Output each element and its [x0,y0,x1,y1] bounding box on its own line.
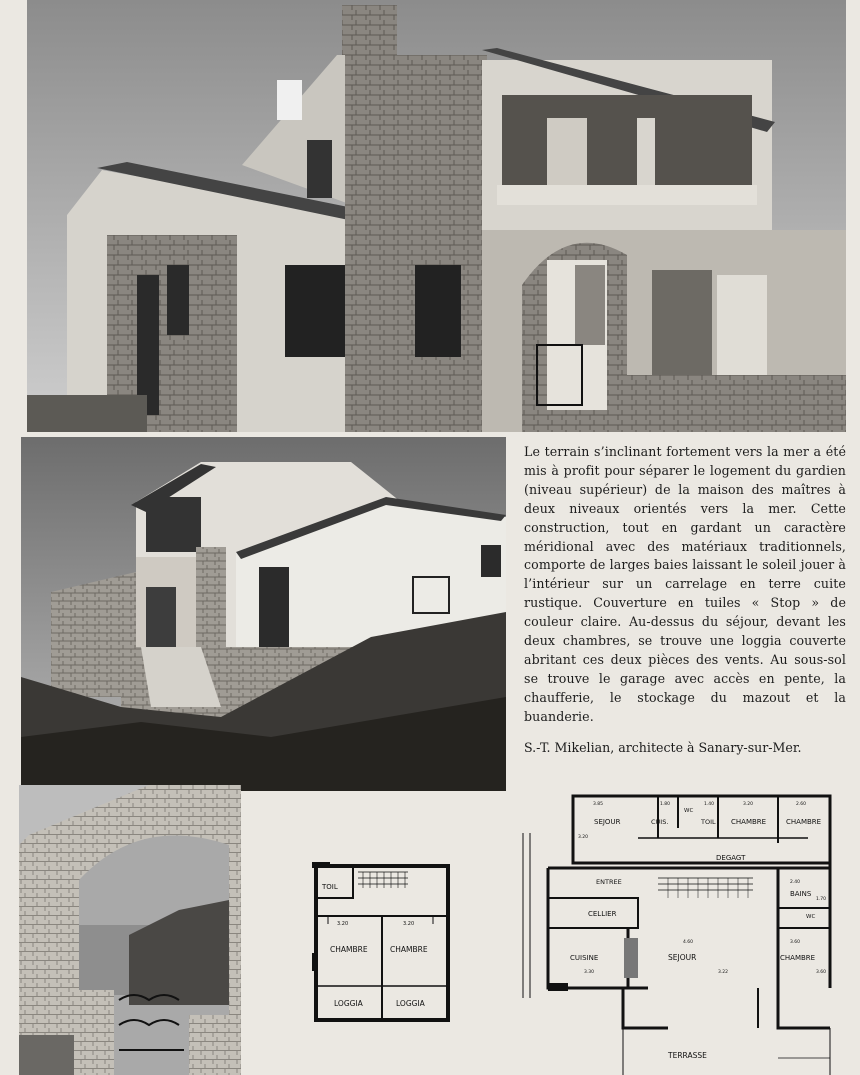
plan-main-cuis-label: CUIS. [651,818,669,826]
article-caption [524,443,846,727]
plan-main-toil-label: TOIL [701,818,716,826]
plan-main-dim-11: 3.30 [584,970,595,975]
plan-main-dim-4: 3.20 [743,802,754,807]
main-floor-plan [518,788,838,1075]
villa-hillside-photo [21,437,506,791]
plan-main-chambre-a-label: CHAMBRE [731,818,767,826]
upper-floor-plan [308,858,453,1028]
plan-main-dim-9: 4.60 [683,940,694,945]
plan-main-dim-12: 3.22 [718,970,729,975]
plan-main-cellier-label: CELLIER [588,910,617,918]
plan-main-sejour-top-label: SEJOUR [594,818,621,826]
architect-credit: S.-T. Mikelian, architecte à Sanary-sur-Mer. [524,740,802,755]
caption-paragraph: Le terrain s’inclinant fortement vers la mer a été mis à profit pour séparer le logement du gardien (niveau supérieur) de la maison des maîtres à deux niveaux orientés vers la mer. Cette construction, tout en gardant un caractère méridional avec des matériaux traditionnels, comporte de larges baies laissant le soleil jouer à l’intérieur sur un carrelage en terre cuite rustique. Couverture en tuiles « Stop » de couleur claire. Au-dessus du séjour, devant les deux chambres, se trouve une loggia couverte abritant ces deux pièces des vents. Au sous-sol se trouve le garage avec accès en pente, la chaufferie, le stockage du mazout et la buanderie. [524,444,846,724]
plan-main-cuisine-label: CUISINE [570,954,599,962]
plan-main-dim-13: 3.60 [816,970,827,975]
plan-main-dim-2: 1.80 [660,802,671,807]
plan-main-chambre-b-label: CHAMBRE [786,818,822,826]
plan-main-wc-top-label: WC [684,808,694,814]
plan-upper-loggia-2-label: LOGGIA [396,999,425,1008]
plan-main-dim-5: 2.60 [796,802,807,807]
plan-main-dim-3: 1.40 [704,802,715,807]
plan-main-chambre-c-label: CHAMBRE [780,954,816,962]
plan-upper-chambre-1-label: CHAMBRE [330,945,368,954]
plan-upper-loggia-1-label: LOGGIA [334,999,363,1008]
plan-main-entree-label: ENTREE [596,878,622,886]
plan-upper-dim-1: 3.20 [337,921,349,927]
plan-upper-toil-label: TOIL [322,883,338,891]
plan-main-dim-1: 3.85 [593,802,604,807]
plan-main-dim-8: 1.70 [816,897,827,902]
villa-exterior-photo [27,0,846,432]
plan-main-terrasse-label: TERRASSE [668,1051,707,1060]
plan-main-degagt-label: DEGAGT [716,854,746,862]
plan-main-wc-right-label: WC [806,914,816,920]
plan-main-dim-10: 3.60 [790,940,801,945]
plan-main-sejour-main-label: SEJOUR [668,953,697,962]
plan-main-dim-7: 2.40 [790,880,801,885]
plan-upper-chambre-2-label: CHAMBRE [390,945,428,954]
plan-upper-dim-2: 3.20 [403,921,415,927]
plan-main-dim-6: 3.20 [578,835,589,840]
plan-main-bains-label: BAINS [790,890,812,898]
arch-sea-view-photo [19,785,241,1075]
